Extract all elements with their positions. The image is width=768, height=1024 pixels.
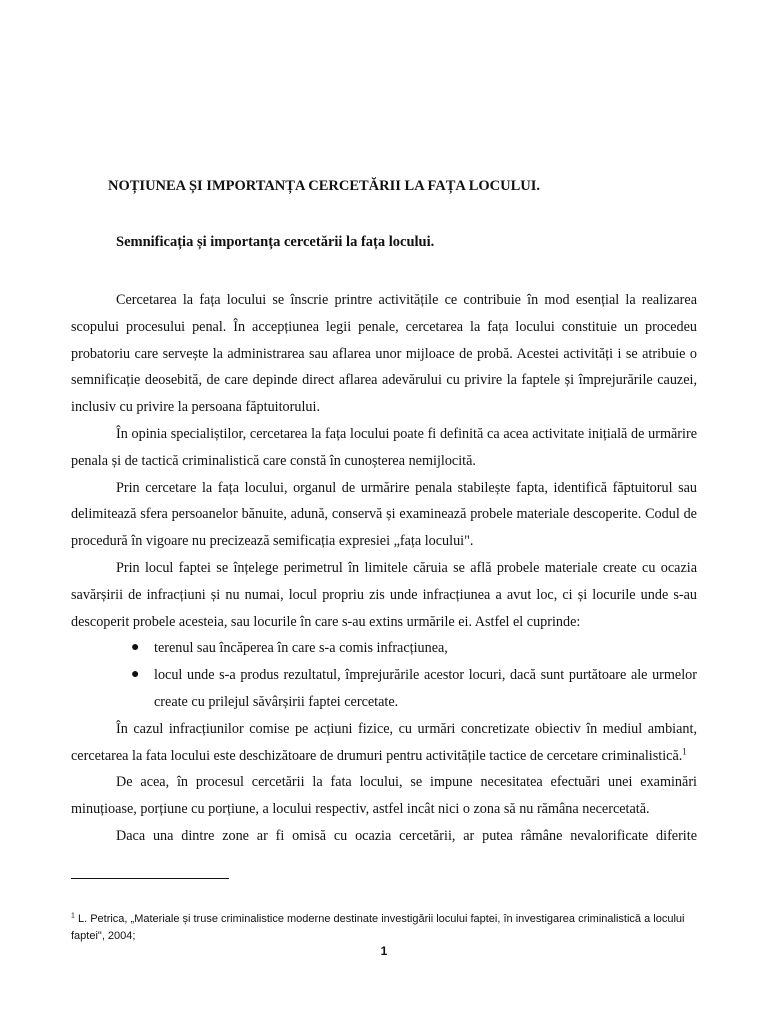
footnote-reference[interactable]: 1 (682, 745, 687, 756)
paragraph-3: Prin cercetare la fața locului, organul de urmărire penala stabilește fapta, identifică făptuitorul sau delimitează sfera persoanelor bănuite, adună, conservă și examinează probele materiale descoperite. Codul de procedură în vigoare nu precizează semificația expresiei „fața locului". (71, 479, 697, 550)
paragraph-5 (71, 716, 697, 770)
list-item-text: locul unde s-a produs rezultatul, împrejurările acestor locuri, dacă sunt purtătoare ale urmelor create cu prilejul săvârșirii faptei cercetate. (154, 667, 697, 710)
list-item (71, 635, 697, 662)
paragraph-2: În opinia specialiștilor, cercetarea la fața locului poate fi definită ca acea activitate inițială de urmărire penala și de tactică criminalistică care constă în cunoșterea nemijlocită. (71, 425, 697, 469)
footnote (71, 911, 697, 945)
section-subtitle: Semnificația și importanța cercetării la fața locului. (116, 234, 435, 250)
footnote-separator (71, 878, 229, 879)
body-text (71, 287, 697, 850)
paragraph-6: De acea, în procesul cercetării la fata locului, se impune necesitatea efectuări unei examinări minuțioase, porțiune cu porțiune, a locului respectiv, astfel incât nici o zona să nu rămâna necercetată. (71, 774, 697, 818)
list-item (71, 662, 697, 716)
bullet-icon: ● (131, 667, 140, 683)
paragraph-4: Prin locul faptei se înțelege perimetrul în limitele căruia se află probele materiale create cu ocazia savărșirii de infracțiuni și nu numai, locul propriu zis unde infracțiunea a avut loc, ci și locurile unde s-au descoperit probele acesteia, sau locurile în care s-au extins urmările ei. Astfel el cuprinde: (71, 559, 697, 630)
page-number: 1 (380, 944, 388, 958)
paragraph-1: Cercetarea la fața locului se înscrie printre activitățile ce contribuie în mod esențial la realizarea scopului procesului penal. În accepțiunea legii penale, cercetarea la fața locului constituie un procedeu probatoriu care servește la administrarea sau aflarea unor mijloace de probă. Acestei activități i se atribuie o semnificație deosebită, de care depinde direct aflarea adevărului cu privire la faptele și împrejurările cauzei, inclusiv cu privire la persoana făptuitorului. (71, 292, 697, 416)
paragraph-5-text: În cazul infracțiunilor comise pe acțiuni fizice, cu urmări concretizate obiectiv în mediul ambiant, cercetarea la fata locului este deschizătoare de drumuri pentru activitățile tactice de cercetare criminalistică. (71, 720, 697, 764)
list-item-text: terenul sau încăperea în care s-a comis infracțiunea, (154, 640, 448, 657)
footnote-text: L. Petrica, „Materiale și truse criminalistice moderne destinate investigării locului faptei, în investigarea criminalistică a locului faptei", 2004; (71, 913, 685, 942)
page-title: NOȚIUNEA ȘI IMPORTANȚA CERCETĂRII LA FAȚA LOCULUI. (108, 178, 541, 194)
paragraph-7: Daca una dintre zone ar fi omisă cu ocazia cercetării, ar putea râmâne nevalorificate diferite (116, 827, 697, 844)
bullet-icon: ● (131, 640, 140, 656)
footnote-marker: 1 (71, 912, 75, 920)
bullet-list (71, 635, 697, 715)
